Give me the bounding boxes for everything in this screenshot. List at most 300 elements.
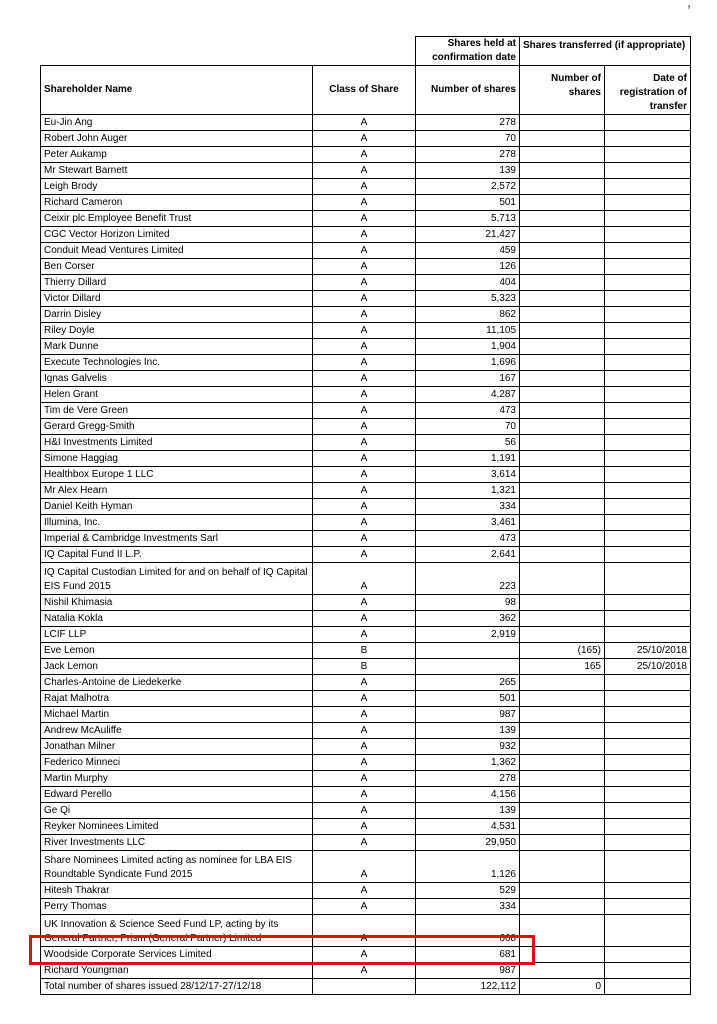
table-row — [41, 659, 691, 675]
held-group-header: Shares held at confirmation date — [416, 37, 520, 66]
transfer-date-cell — [605, 595, 691, 611]
blank-cell — [313, 37, 416, 66]
share-class-cell: A — [313, 691, 416, 707]
transfer-date-cell — [605, 963, 691, 979]
transfer-date-cell — [605, 739, 691, 755]
table-row — [41, 835, 691, 851]
share-class-cell: A — [313, 451, 416, 467]
share-class-cell: A — [313, 515, 416, 531]
transfer-date-cell — [605, 275, 691, 291]
share-class-cell: A — [313, 963, 416, 979]
shares-held-cell: 4,531 — [416, 819, 520, 835]
transfer-shares-cell — [520, 179, 605, 195]
shares-held-cell — [416, 659, 520, 675]
table-row — [41, 819, 691, 835]
share-class-cell: A — [313, 803, 416, 819]
share-class-cell: A — [313, 883, 416, 899]
transfer-date-cell — [605, 915, 691, 947]
shares-held-cell: 404 — [416, 275, 520, 291]
share-class-cell: A — [313, 835, 416, 851]
shareholder-name-cell: Imperial & Cambridge Investments Sarl — [41, 531, 313, 547]
shares-held-cell: 2,919 — [416, 627, 520, 643]
shareholder-table — [40, 36, 691, 995]
share-class-cell: A — [313, 147, 416, 163]
transfer-date-cell — [605, 771, 691, 787]
shareholder-name-cell: Simone Haggiag — [41, 451, 313, 467]
share-class-cell: A — [313, 723, 416, 739]
transfer-shares-cell — [520, 115, 605, 131]
shares-held-cell: 473 — [416, 531, 520, 547]
table-row — [41, 435, 691, 451]
transfer-shares-cell — [520, 563, 605, 595]
share-class-cell: A — [313, 323, 416, 339]
shares-held-cell: 4,156 — [416, 787, 520, 803]
shareholder-name-cell: Peter Aukamp — [41, 147, 313, 163]
share-class-cell: A — [313, 899, 416, 915]
table-row — [41, 163, 691, 179]
blank-cell — [313, 979, 416, 995]
shares-held-cell: 3,461 — [416, 515, 520, 531]
shares-held-cell: 126 — [416, 259, 520, 275]
share-class-cell: A — [313, 387, 416, 403]
shares-held-cell: 2,641 — [416, 547, 520, 563]
transfer-date-cell — [605, 467, 691, 483]
shareholder-name-cell: Share Nominees Limited acting as nominee for LBA EIS Roundtable Syndicate Fund 2015 — [41, 851, 313, 883]
shares-held-cell: 278 — [416, 147, 520, 163]
transfer-shares-cell — [520, 835, 605, 851]
table-row — [41, 675, 691, 691]
transfer-date-cell: 25/10/2018 — [605, 659, 691, 675]
transfer-date-cell — [605, 163, 691, 179]
table-row — [41, 643, 691, 659]
share-class-cell: A — [313, 179, 416, 195]
shares-held-cell: 1,321 — [416, 483, 520, 499]
shares-held-cell: 29,950 — [416, 835, 520, 851]
shareholder-name-cell: CGC Vector Horizon Limited — [41, 227, 313, 243]
share-class-cell: A — [313, 419, 416, 435]
shareholder-name-cell: Leigh Brody — [41, 179, 313, 195]
shares-held-cell: 223 — [416, 563, 520, 595]
transfer-date-cell — [605, 499, 691, 515]
share-class-cell: A — [313, 115, 416, 131]
table-row — [41, 275, 691, 291]
table-row — [41, 851, 691, 883]
transfer-date-cell — [605, 787, 691, 803]
shareholder-name-cell: Tim de Vere Green — [41, 403, 313, 419]
shareholder-name-cell: LCIF LLP — [41, 627, 313, 643]
transfer-date-cell — [605, 323, 691, 339]
table-row — [41, 227, 691, 243]
shareholder-name-cell: UK Innovation & Science Seed Fund LP, acting by its General Partner, Prism (General Partner) Limited — [41, 915, 313, 947]
shareholder-name-cell: Jonathan Milner — [41, 739, 313, 755]
table-row — [41, 307, 691, 323]
transfer-date-cell — [605, 147, 691, 163]
share-class-cell: A — [313, 755, 416, 771]
share-class-cell: A — [313, 467, 416, 483]
transfer-date-cell — [605, 851, 691, 883]
transfer-shares-cell — [520, 131, 605, 147]
table-row — [41, 115, 691, 131]
transfer-shares-cell — [520, 195, 605, 211]
shareholder-name-cell: Victor Dillard — [41, 291, 313, 307]
table-row — [41, 371, 691, 387]
transfer-date-cell — [605, 803, 691, 819]
header-group-row — [41, 37, 691, 66]
shares-held-cell: 1,696 — [416, 355, 520, 371]
shares-held-cell: 2,572 — [416, 179, 520, 195]
table-row — [41, 403, 691, 419]
transfer-shares-cell — [520, 787, 605, 803]
table-row — [41, 915, 691, 947]
shareholder-name-cell: Eve Lemon — [41, 643, 313, 659]
share-class-cell: A — [313, 627, 416, 643]
shareholder-name-cell: Woodside Corporate Services Limited — [41, 947, 313, 963]
transfer-shares-cell — [520, 499, 605, 515]
shareholder-name-cell: Michael Martin — [41, 707, 313, 723]
table-row — [41, 691, 691, 707]
table-row — [41, 531, 691, 547]
transfer-date-cell — [605, 435, 691, 451]
transfer-shares-cell — [520, 387, 605, 403]
col-header-class: Class of Share — [313, 66, 416, 115]
transfer-shares-cell — [520, 467, 605, 483]
table-row — [41, 883, 691, 899]
share-class-cell: A — [313, 547, 416, 563]
share-class-cell: A — [313, 675, 416, 691]
share-class-cell: A — [313, 307, 416, 323]
shares-held-cell: 334 — [416, 899, 520, 915]
table-row — [41, 339, 691, 355]
share-class-cell: A — [313, 483, 416, 499]
transfer-shares-cell — [520, 627, 605, 643]
share-class-cell: A — [313, 563, 416, 595]
table-row — [41, 387, 691, 403]
transfer-shares-cell — [520, 403, 605, 419]
shareholder-name-cell: Richard Cameron — [41, 195, 313, 211]
table-row — [41, 771, 691, 787]
transfer-shares-cell — [520, 515, 605, 531]
table-row — [41, 899, 691, 915]
shares-held-cell: 501 — [416, 691, 520, 707]
transfer-shares-cell — [520, 947, 605, 963]
shareholder-name-cell: Darrin Disley — [41, 307, 313, 323]
shares-held-cell: 987 — [416, 707, 520, 723]
transfer-shares-cell — [520, 611, 605, 627]
transfer-date-cell — [605, 947, 691, 963]
shares-held-cell: 987 — [416, 963, 520, 979]
transfer-date-cell — [605, 259, 691, 275]
transfer-date-cell — [605, 883, 691, 899]
table-row — [41, 323, 691, 339]
transfer-shares-cell — [520, 323, 605, 339]
share-class-cell: A — [313, 499, 416, 515]
transfer-shares-cell — [520, 819, 605, 835]
table-row — [41, 515, 691, 531]
transfer-shares-cell — [520, 675, 605, 691]
transfer-shares-cell — [520, 691, 605, 707]
transfer-shares-cell — [520, 355, 605, 371]
col-header-number: Number of shares — [416, 66, 520, 115]
shares-held-cell: 501 — [416, 195, 520, 211]
transfer-date-cell — [605, 755, 691, 771]
shares-held-cell: 529 — [416, 883, 520, 899]
transfer-shares-cell — [520, 547, 605, 563]
shares-held-cell: 3,614 — [416, 467, 520, 483]
transfer-shares-cell — [520, 163, 605, 179]
share-class-cell: A — [313, 403, 416, 419]
transfer-shares-cell — [520, 259, 605, 275]
table-row — [41, 243, 691, 259]
transfer-date-cell — [605, 451, 691, 467]
share-class-cell: A — [313, 787, 416, 803]
table-row — [41, 595, 691, 611]
transfer-date-cell — [605, 339, 691, 355]
shares-held-cell: 5,323 — [416, 291, 520, 307]
shares-held-cell: 56 — [416, 435, 520, 451]
share-class-cell: A — [313, 371, 416, 387]
shareholder-name-cell: Riley Doyle — [41, 323, 313, 339]
transfer-date-cell — [605, 563, 691, 595]
table-row — [41, 547, 691, 563]
shareholder-name-cell: Eu-Jin Ang — [41, 115, 313, 131]
shareholder-name-cell: Mr Alex Hearn — [41, 483, 313, 499]
transfer-date-cell — [605, 611, 691, 627]
shareholder-name-cell: Helen Grant — [41, 387, 313, 403]
table-row — [41, 211, 691, 227]
table-row — [41, 259, 691, 275]
transfer-shares-cell — [520, 147, 605, 163]
share-class-cell: B — [313, 659, 416, 675]
share-class-cell: A — [313, 131, 416, 147]
shareholder-name-cell: Andrew McAuliffe — [41, 723, 313, 739]
shareholder-name-cell: Edward Perello — [41, 787, 313, 803]
shares-held-cell: 70 — [416, 131, 520, 147]
table-row — [41, 291, 691, 307]
shares-held-cell: 1,362 — [416, 755, 520, 771]
transfer-shares-cell — [520, 899, 605, 915]
shares-held-cell: 334 — [416, 499, 520, 515]
transfer-shares-cell — [520, 227, 605, 243]
table-row — [41, 627, 691, 643]
col-header-transfer-number: Number of shares — [520, 66, 605, 115]
table-row — [41, 787, 691, 803]
table-row — [41, 707, 691, 723]
table-row — [41, 451, 691, 467]
shares-held-cell: 1,191 — [416, 451, 520, 467]
share-class-cell: A — [313, 739, 416, 755]
table-row — [41, 483, 691, 499]
shareholder-name-cell: Ge Qi — [41, 803, 313, 819]
share-class-cell: A — [313, 531, 416, 547]
table-row — [41, 723, 691, 739]
transfer-date-cell — [605, 227, 691, 243]
share-class-cell: A — [313, 275, 416, 291]
transfer-date-cell — [605, 835, 691, 851]
blank-cell — [605, 979, 691, 995]
transfer-date-cell — [605, 115, 691, 131]
col-header-name: Shareholder Name — [41, 66, 313, 115]
shares-held-cell: 139 — [416, 803, 520, 819]
transfer-group-header: Shares transferred (if appropriate) — [520, 37, 691, 66]
shares-held-cell — [416, 643, 520, 659]
total-row — [41, 979, 691, 995]
shares-held-cell: 473 — [416, 403, 520, 419]
transfer-date-cell — [605, 387, 691, 403]
shareholder-name-cell: Natalia Kokla — [41, 611, 313, 627]
shareholder-name-cell: Jack Lemon — [41, 659, 313, 675]
column-header-row — [41, 66, 691, 115]
transfer-shares-cell — [520, 435, 605, 451]
shareholder-name-cell: Reyker Nominees Limited — [41, 819, 313, 835]
transfer-shares-cell — [520, 211, 605, 227]
shares-held-cell: 362 — [416, 611, 520, 627]
transfer-shares-cell — [520, 803, 605, 819]
shareholder-name-cell: Mr Stewart Barnett — [41, 163, 313, 179]
shares-held-cell: 1,904 — [416, 339, 520, 355]
shareholder-name-cell: Robert John Auger — [41, 131, 313, 147]
shares-held-cell: 70 — [416, 419, 520, 435]
shares-held-cell: 862 — [416, 307, 520, 323]
shareholder-name-cell: Rajat Malhotra — [41, 691, 313, 707]
transfer-date-cell — [605, 131, 691, 147]
shares-held-cell: 11,105 — [416, 323, 520, 339]
shareholder-name-cell: Healthbox Europe 1 LLC — [41, 467, 313, 483]
transfer-date-cell — [605, 291, 691, 307]
transfer-date-cell — [605, 819, 691, 835]
share-class-cell: A — [313, 707, 416, 723]
transfer-shares-cell — [520, 307, 605, 323]
transfer-shares-cell — [520, 531, 605, 547]
transfer-date-cell — [605, 371, 691, 387]
transfer-shares-cell — [520, 275, 605, 291]
transfer-shares-cell — [520, 915, 605, 947]
transfer-shares-cell: (165) — [520, 643, 605, 659]
shareholder-name-cell: Daniel Keith Hyman — [41, 499, 313, 515]
shareholder-name-cell: Nishil Khimasia — [41, 595, 313, 611]
transfer-shares-cell — [520, 291, 605, 307]
transfer-date-cell — [605, 483, 691, 499]
shares-held-cell: 932 — [416, 739, 520, 755]
shares-held-cell: 681 — [416, 947, 520, 963]
share-class-cell: A — [313, 227, 416, 243]
shareholder-name-cell: H&I Investments Limited — [41, 435, 313, 451]
shareholder-name-cell: Conduit Mead Ventures Limited — [41, 243, 313, 259]
shares-held-cell: 139 — [416, 723, 520, 739]
shareholder-name-cell: Ceixir plc Employee Benefit Trust — [41, 211, 313, 227]
shareholder-name-cell: IQ Capital Fund II L.P. — [41, 547, 313, 563]
transfer-date-cell — [605, 403, 691, 419]
transfer-date-cell — [605, 307, 691, 323]
share-class-cell: A — [313, 195, 416, 211]
share-class-cell: A — [313, 243, 416, 259]
shares-held-cell: 278 — [416, 771, 520, 787]
transfer-shares-cell — [520, 723, 605, 739]
shareholder-name-cell: Richard Youngman — [41, 963, 313, 979]
table-row — [41, 563, 691, 595]
page-corner-mark: , — [687, 0, 691, 10]
shares-held-cell: 21,427 — [416, 227, 520, 243]
table-row — [41, 147, 691, 163]
table-row — [41, 963, 691, 979]
transfer-date-cell — [605, 419, 691, 435]
shareholder-name-cell: Mark Dunne — [41, 339, 313, 355]
share-class-cell: A — [313, 851, 416, 883]
transfer-shares-cell — [520, 595, 605, 611]
shareholder-name-cell: Ben Corser — [41, 259, 313, 275]
transfer-date-cell — [605, 707, 691, 723]
total-transfer-shares: 0 — [520, 979, 605, 995]
transfer-date-cell — [605, 627, 691, 643]
transfer-shares-cell — [520, 339, 605, 355]
blank-cell — [41, 37, 313, 66]
table-row — [41, 739, 691, 755]
share-class-cell: A — [313, 595, 416, 611]
shareholder-name-cell: Hitesh Thakrar — [41, 883, 313, 899]
transfer-date-cell — [605, 515, 691, 531]
total-shares: 122,112 — [416, 979, 520, 995]
transfer-shares-cell — [520, 243, 605, 259]
table-row — [41, 611, 691, 627]
transfer-date-cell — [605, 723, 691, 739]
table-row — [41, 499, 691, 515]
shareholder-name-cell: Ignas Galvelis — [41, 371, 313, 387]
table-row — [41, 947, 691, 963]
transfer-shares-cell — [520, 419, 605, 435]
share-class-cell: A — [313, 435, 416, 451]
share-class-cell: A — [313, 819, 416, 835]
shares-held-cell: 5,713 — [416, 211, 520, 227]
share-class-cell: A — [313, 339, 416, 355]
shares-held-cell: 265 — [416, 675, 520, 691]
transfer-shares-cell: 165 — [520, 659, 605, 675]
share-class-cell: A — [313, 259, 416, 275]
transfer-date-cell — [605, 691, 691, 707]
transfer-shares-cell — [520, 963, 605, 979]
shares-held-cell: 98 — [416, 595, 520, 611]
col-header-transfer-date: Date of registration of transfer — [605, 66, 691, 115]
shareholder-name-cell: IQ Capital Custodian Limited for and on behalf of IQ Capital EIS Fund 2015 — [41, 563, 313, 595]
transfer-date-cell — [605, 675, 691, 691]
share-class-cell: A — [313, 291, 416, 307]
transfer-shares-cell — [520, 371, 605, 387]
shareholder-name-cell: Martin Murphy — [41, 771, 313, 787]
shares-held-cell: 278 — [416, 115, 520, 131]
transfer-date-cell: 25/10/2018 — [605, 643, 691, 659]
table-row — [41, 803, 691, 819]
transfer-date-cell — [605, 547, 691, 563]
transfer-shares-cell — [520, 883, 605, 899]
total-label: Total number of shares issued 28/12/17-27/12/18 — [41, 979, 313, 995]
share-class-cell: A — [313, 915, 416, 947]
table-row — [41, 355, 691, 371]
share-class-cell: A — [313, 211, 416, 227]
table-row — [41, 131, 691, 147]
transfer-date-cell — [605, 531, 691, 547]
transfer-shares-cell — [520, 739, 605, 755]
shares-held-cell: 459 — [416, 243, 520, 259]
transfer-date-cell — [605, 195, 691, 211]
shareholder-name-cell: Illumina, Inc. — [41, 515, 313, 531]
table-row — [41, 179, 691, 195]
shareholder-name-cell: River Investments LLC — [41, 835, 313, 851]
transfer-shares-cell — [520, 771, 605, 787]
shares-held-cell: 1,126 — [416, 851, 520, 883]
shareholder-name-cell: Execute Technologies Inc. — [41, 355, 313, 371]
share-class-cell: A — [313, 163, 416, 179]
transfer-shares-cell — [520, 707, 605, 723]
shareholder-name-cell: Federico Minneci — [41, 755, 313, 771]
transfer-shares-cell — [520, 851, 605, 883]
